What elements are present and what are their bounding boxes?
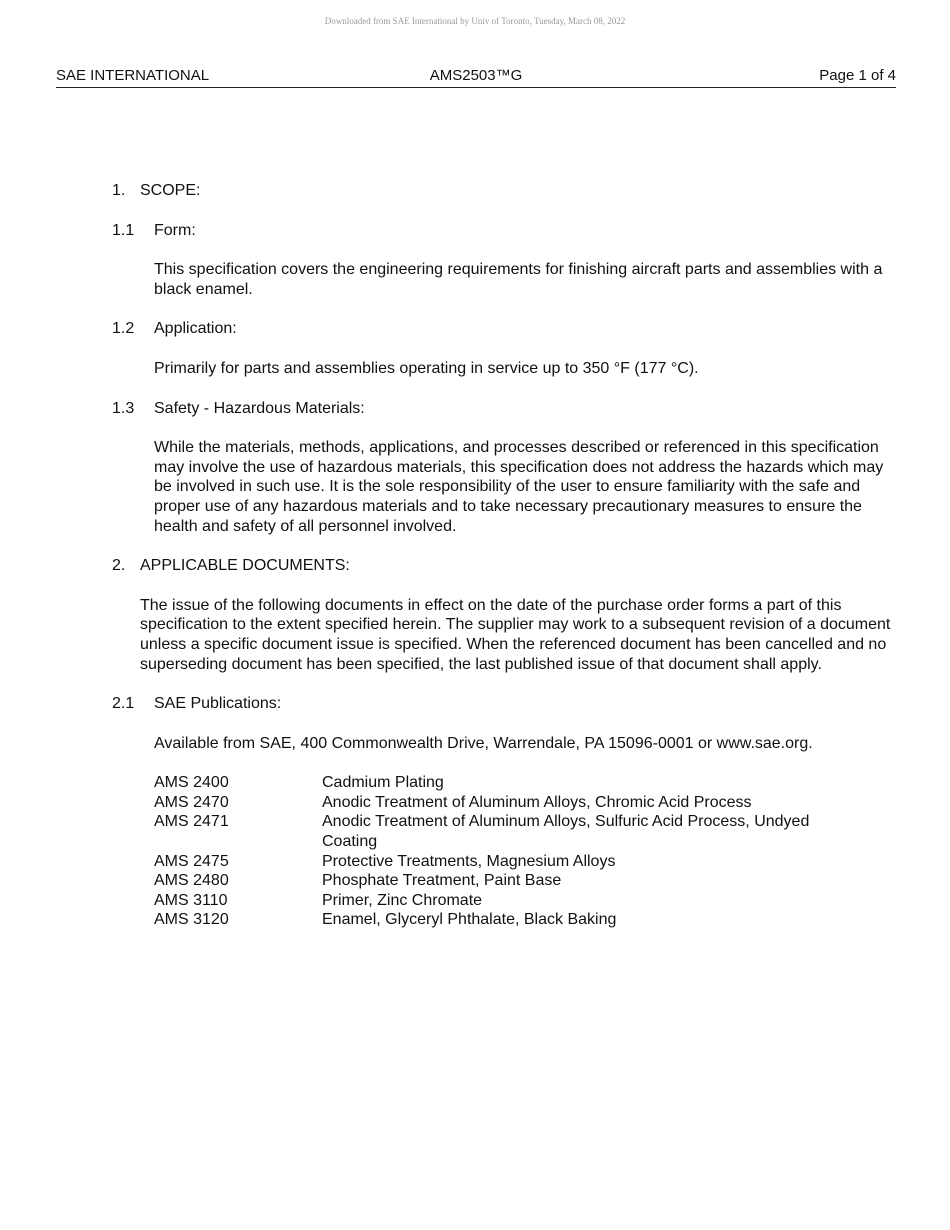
section-heading-application (112, 319, 892, 339)
document-body (112, 181, 892, 930)
document-title: Enamel, Glyceryl Phthalate, Black Baking (322, 911, 617, 929)
header-page-number: Page 1 of 4 (819, 67, 896, 84)
section-number: 1.1 (112, 221, 135, 239)
section-title: SCOPE: (140, 182, 201, 199)
document-title: Anodic Treatment of Aluminum Alloys, Sulfuric Acid Process, Undyed Coating (322, 813, 810, 851)
page-header (56, 67, 896, 88)
document-code: AMS 2475 (154, 852, 229, 870)
list-item (154, 891, 854, 911)
section-number: 1.2 (112, 320, 135, 338)
section-title: SAE Publications: (154, 695, 282, 713)
list-item (154, 871, 854, 891)
section-heading-sae-publications (112, 694, 892, 714)
document-code: AMS 3110 (154, 891, 228, 909)
referenced-documents-list (154, 773, 854, 930)
document-code: AMS 2400 (154, 774, 229, 792)
section-number: 2. (112, 557, 126, 575)
section-heading-safety (112, 399, 892, 419)
section-heading-form (112, 221, 892, 241)
section-title: Application: (154, 320, 237, 338)
section-title: Form: (154, 221, 196, 239)
download-watermark: Downloaded from SAE International by Univ of Toronto, Tuesday, March 08, 2022 (324, 16, 626, 26)
list-item (154, 793, 854, 813)
section-title: Safety - Hazardous Materials: (154, 399, 365, 417)
document-code: AMS 2480 (154, 872, 229, 890)
paragraph-applicable-documents: The issue of the following documents in effect on the date of the purchase order forms a part of this specification to the extent specified herein. The supplier may work to a subsequent revision of a document unless a specific document issue is specified. When the referenced document has been cancelled and no superseding document has been specified, the last published issue of that document shall apply. (140, 596, 891, 673)
paragraph-sae-availability: Available from SAE, 400 Commonwealth Drive, Warrendale, PA 15096-0001 or www.sae.org. (154, 734, 813, 752)
list-item (154, 812, 854, 851)
paragraph-form: This specification covers the engineering requirements for finishing aircraft parts and assemblies with a black enamel. (154, 261, 883, 298)
document-code: AMS 2470 (154, 793, 229, 811)
document-title: Primer, Zinc Chromate (322, 891, 483, 909)
document-title: Anodic Treatment of Aluminum Alloys, Chromic Acid Process (322, 793, 752, 811)
section-number: 2.1 (112, 695, 135, 713)
document-code: AMS 3120 (154, 911, 229, 929)
header-organization: SAE INTERNATIONAL (56, 67, 210, 84)
list-item (154, 852, 854, 872)
list-item (154, 910, 854, 930)
header-document-number: AMS2503™G (429, 67, 523, 84)
document-title: Cadmium Plating (322, 774, 444, 792)
section-number: 1.3 (112, 399, 135, 417)
list-item (154, 773, 854, 793)
paragraph-application: Primarily for parts and assemblies operating in service up to 350 °F (177 °C). (154, 359, 699, 377)
document-title: Protective Treatments, Magnesium Alloys (322, 852, 616, 870)
section-heading-applicable-documents (112, 556, 892, 576)
section-heading-scope (112, 181, 892, 201)
section-number: 1. (112, 182, 126, 199)
paragraph-safety: While the materials, methods, applications, and processes described or referenced in this specification may involve the use of hazardous materials, this specification does not address the hazards which may be involved in such use. It is the sole responsibility of the user to ensure familiarity with the safe and proper use of any hazardous materials and to take necessary precautionary measures to ensure the health and safety of all personnel involved. (154, 439, 884, 535)
document-code: AMS 2471 (154, 813, 229, 831)
document-title: Phosphate Treatment, Paint Base (322, 872, 562, 890)
section-title: APPLICABLE DOCUMENTS: (140, 557, 350, 575)
